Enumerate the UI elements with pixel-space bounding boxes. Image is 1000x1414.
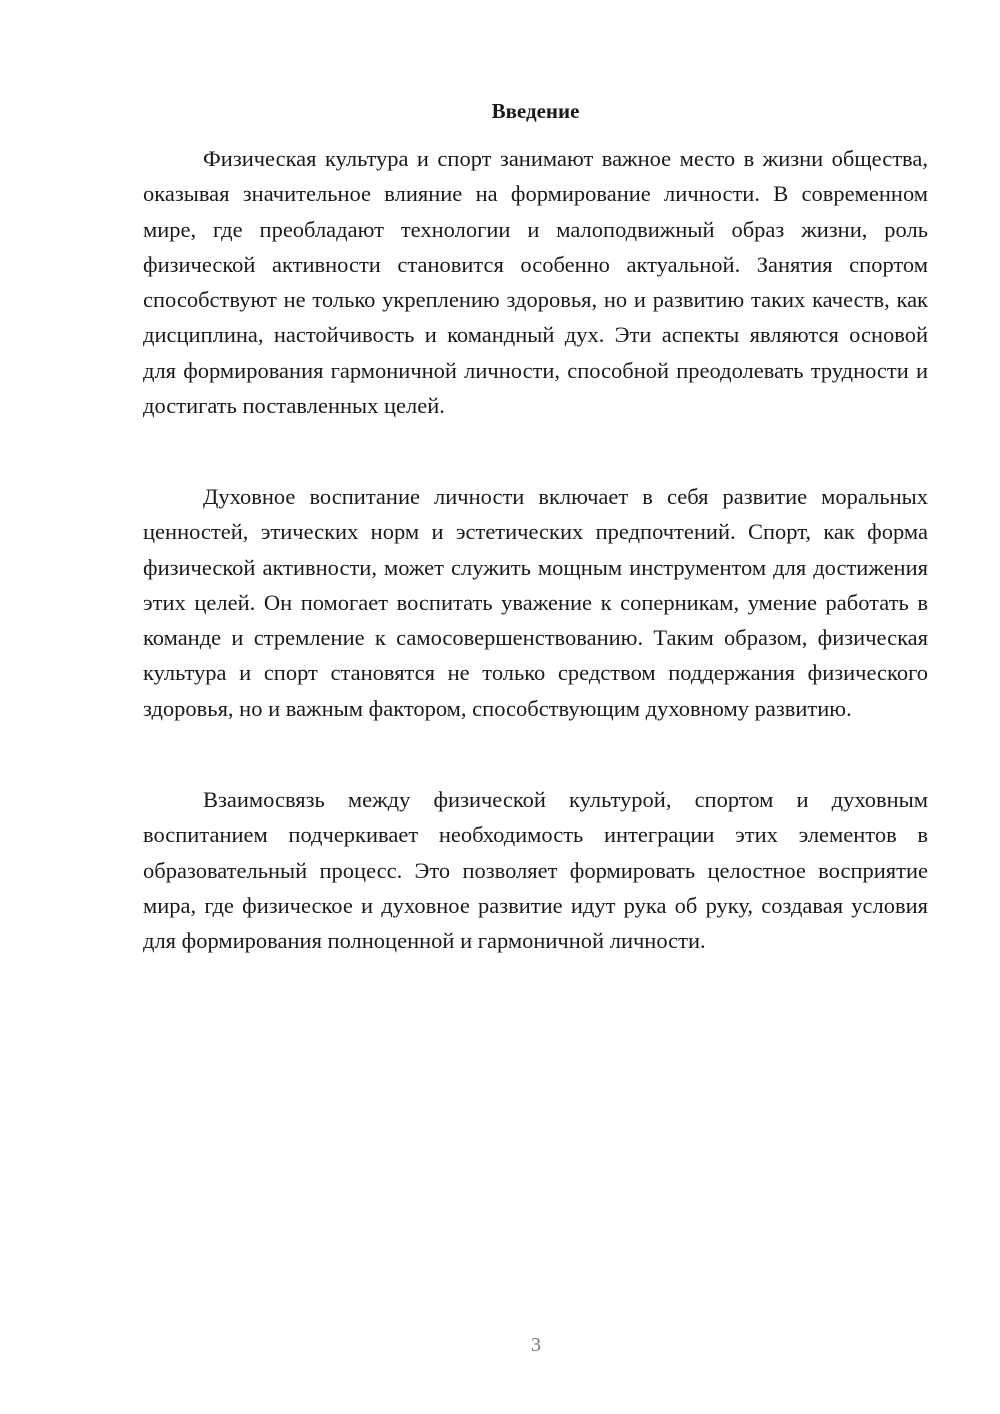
paragraph-spiritual-education: Духовное воспитание личности включает в себя развитие моральных ценностей, этических норм и эстетических предпочтений. Спорт, как форма физической активности, может служить мощным инструментом для достижения этих целей. Он помогает воспитать уважение к соперникам, умение работать в команде и стремление к самосовершенствованию. Таким образом, физическая культура и спорт становятся не только средством поддержания физического здоровья, но и важным фактором, способствующим духовному развитию.: [143, 484, 928, 721]
page-title: Введение: [491, 99, 580, 123]
paragraph-interconnection: Взаимосвязь между физической культурой, спортом и духовным воспитанием подчеркивает необходимость интеграции этих элементов в образовательный процесс. Это позволяет формировать целостное восприятие мира, где физическое и духовное развитие идут рука об руку, создавая условия для формирования полноценной и гармоничной личности.: [143, 787, 928, 954]
page-number: 3: [531, 1334, 541, 1356]
paragraph-intro: Физическая культура и спорт занимают важное место в жизни общества, оказывая значительное влияние на формирование личности. В современном мире, где преобладают технологии и малоподвижный образ жизни, роль физической активности становится особенно актуальной. Занятия спортом способствуют не только укреплению здоровья, но и развитию таких качеств, как дисциплина, настойчивость и командный дух. Эти аспекты являются основой для формирования гармоничной личности, способной преодолевать трудности и достигать поставленных целей.: [143, 146, 928, 419]
